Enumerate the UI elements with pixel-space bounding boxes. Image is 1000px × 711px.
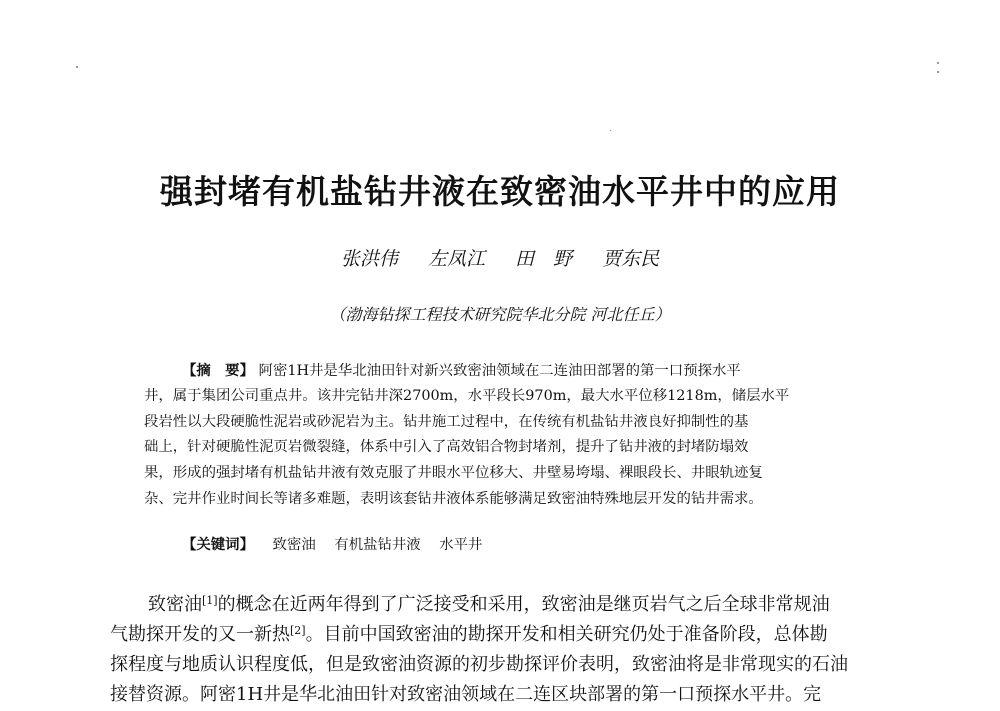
scan-speck [937, 71, 939, 73]
author-name: 田 野 [515, 248, 573, 270]
keyword-item: 致密油 [272, 537, 316, 553]
body-line: 探程度与地质认识程度低，但是致密油资源的初步勘探评价表明，致密油将是非常现实的石油 [110, 654, 848, 675]
abstract-label: 【摘 要】 [182, 362, 254, 379]
body-text-run: 致密油 [148, 594, 202, 615]
body-text-run: 的概念在近两年得到了广泛接受和采用，致密油是继页岩气之后全球非常规油 [217, 594, 830, 615]
abstract [144, 358, 866, 513]
abstract-line: 段岩性以大段硬脆性泥岩或砂泥岩为主。钻井施工过程中，在传统有机盐钻井液良好抑制性的基 [144, 413, 749, 430]
body-text-run: 。目前中国致密油的勘探开发和相关研究仍处于准备阶段，总体勘 [305, 624, 828, 645]
abstract-line: 础上，针对硬脆性泥页岩微裂缝，体系中引入了高效铝合物封堵剂，提升了钻井液的封堵防塌效 [144, 439, 749, 456]
author-list [0, 244, 1000, 271]
body-line [110, 620, 910, 650]
author-name: 贾东民 [602, 248, 660, 270]
scan-speck [76, 66, 78, 68]
paper-title: 强封堵有机盐钻井液在致密油水平井中的应用 [160, 172, 840, 211]
affiliation: （渤海钻探工程技术研究院华北分院 河北任丘） [329, 305, 671, 324]
keyword-item: 水平井 [439, 537, 483, 553]
author-name: 张洪伟 [340, 248, 398, 270]
abstract-line [144, 358, 866, 384]
abstract-line: 杂、完井作业时间长等诸多难题，表明该套钻井液体系能够满足致密油特殊地层开发的钻井需求。 [144, 490, 763, 507]
keywords [182, 533, 482, 554]
abstract-line: 果，形成的强封堵有机盐钻井液有效克服了井眼水平位移大、井壁易垮塌、裸眼段长、井眼轨迹复 [144, 465, 763, 482]
keyword-item: 有机盐钻井液 [334, 537, 421, 553]
scan-speck [610, 130, 611, 131]
citation-ref[interactable]: [1] [202, 594, 218, 607]
body-line [110, 590, 910, 620]
body-text [110, 590, 910, 710]
body-text-run: 气勘探开发的又一新热 [110, 624, 290, 645]
citation-ref[interactable]: [2] [290, 624, 306, 637]
body-line: 接替资源。阿密1H井是华北油田针对致密油领域在二连区块部署的第一口预探水平井。完 [110, 684, 822, 705]
scan-speck [937, 62, 939, 64]
abstract-text: 阿密1H井是华北油田针对新兴致密油领域在二连油田部署的第一口预探水平 [258, 363, 741, 379]
keywords-label: 【关键词】 [182, 536, 254, 553]
abstract-line: 井，属于集团公司重点井。该井完钻井深2700m，水平段长970m，最大水平位移1218m，储层水平 [144, 387, 790, 404]
author-name: 左凤江 [427, 248, 485, 270]
